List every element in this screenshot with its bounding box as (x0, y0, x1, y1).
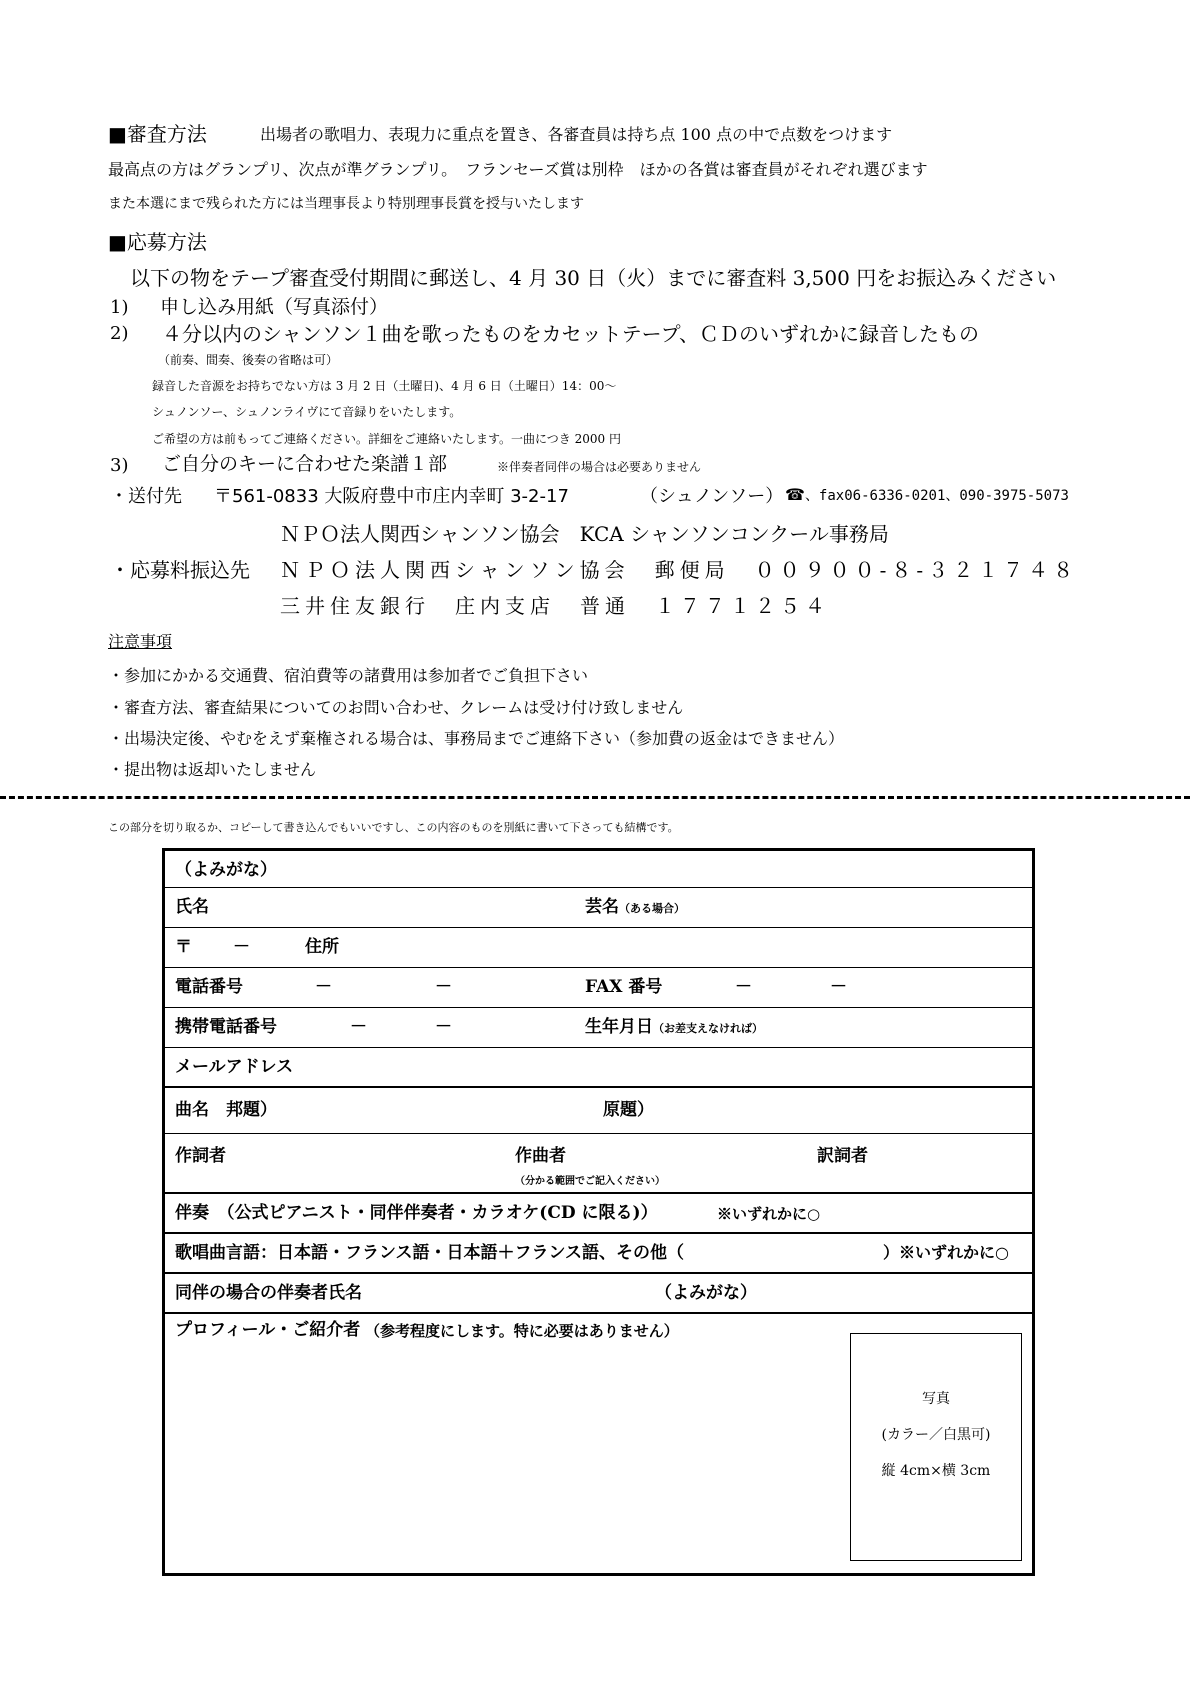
birthday-label: 生年月日（お差支えなければ） (585, 1017, 763, 1037)
send-contact-line (785, 487, 1069, 503)
fax-dash: － (830, 977, 847, 997)
form-row-language[interactable] (165, 1234, 1032, 1274)
judging-line-1: 出場者の歌唱力、表現力に重点を置き、各審査員は持ち点 100 点の中で点数をつけます (260, 125, 893, 144)
notes-item: ・参加にかかる交通費、宿泊費等の諸費用は参加者でご負担下さい (108, 666, 589, 685)
cut-note: この部分を切り取るか、コピーして書き込んでもいいですし、この内容のものを別紙に書いて下さっても結構です。 (108, 821, 679, 834)
form-row-email[interactable] (165, 1048, 1032, 1088)
judging-line-3: また本選にまで残られた方には当理事長より特別理事長賞を授与いたします (108, 196, 584, 212)
language-label: 歌唱曲言語：日本語・フランス語・日本語＋フランス語、その他（ (175, 1243, 684, 1263)
apply-item-2-note: （前奏、間奏、後奏の省略は可） (158, 353, 339, 367)
postal-dash: － (233, 937, 250, 957)
payment-label: ・応募料振込先 (110, 558, 250, 582)
photo-label: 写真 (922, 1391, 950, 1407)
payment-bank-account: 三井住友銀行 庄内支店 普通 １７７１２５４ (280, 594, 830, 618)
send-contact: 、fax06-6336-0201、090-3975-5073 (804, 488, 1069, 504)
recording-note-3: ご希望の方は前もってご連絡ください。詳細をご連絡いたします。一曲につき 2000 円 (152, 432, 621, 446)
payment-postal-account: ＮＰＯ法人関西シャンソン協会 郵便局 ００９００-８-３２１７４８ (280, 558, 1079, 582)
form-row-song-title[interactable] (165, 1088, 1032, 1134)
phone-dash: － (315, 977, 332, 997)
photo-color-note: (カラー／白黒可) (881, 1427, 991, 1443)
translator-label: 訳詞者 (817, 1146, 868, 1166)
fax-dash: － (735, 977, 752, 997)
notes-item: ・審査方法、審査結果についてのお問い合わせ、クレームは受け付け致しません (108, 698, 684, 717)
yomigana-label: （よみがな） (175, 860, 277, 880)
form-row-address[interactable] (165, 928, 1032, 968)
form-row-phone[interactable] (165, 968, 1032, 1008)
address-label: 住所 (305, 937, 339, 957)
apply-item-2: ４分以内のシャンソン１曲を歌ったものをカセットテープ、ＣＤのいずれかに録音したもの (162, 322, 979, 346)
form-row-accompanist[interactable] (165, 1274, 1032, 1314)
judging-line-2: 最高点の方はグランプリ、次点が準グランプリ。 フランセーズ賞は別枠 ほかの各賞は審査員がそれぞれ選びます (108, 160, 928, 179)
apply-item-2-number: 2) (110, 323, 129, 344)
apply-heading: ■応募方法 (108, 230, 207, 254)
send-venue: （シュノンソー） (640, 486, 784, 507)
composer-label: 作曲者 (515, 1146, 566, 1166)
language-circle-note: ）※いずれかに○ (883, 1243, 1009, 1262)
accompanist-yomigana-label: （よみがな） (655, 1283, 757, 1303)
apply-item-3-note: ※伴奏者同伴の場合は必要ありません (497, 460, 702, 474)
profile-note: （参考程度にします。特に必要はありません） (365, 1322, 679, 1340)
accompaniment-circle-note: ※いずれかに○ (717, 1205, 821, 1223)
mobile-dash: － (350, 1017, 367, 1037)
form-row-yomigana[interactable] (165, 851, 1032, 888)
mobile-dash: － (435, 1017, 452, 1037)
notes-item: ・出場決定後、やむをえず棄権される場合は、事務局までご連絡下さい（参加費の返金はできません） (108, 729, 845, 748)
recording-note-1: 録音した音源をお持ちでない方は 3 月 2 日（土曜日)、4 月 6 日（土曜日）14：00～ (152, 379, 617, 393)
send-organization: ＮＰＯ法人関西シャンソン協会 KCA シャンソンコンクール事務局 (280, 522, 889, 546)
postal-mark: 〒 (175, 937, 192, 957)
recording-note-2: シュノンソー、シュノンライヴにて音録りをいたします。 (152, 405, 462, 419)
apply-intro: 以下の物をテープ審査受付期間に郵送し、4 月 30 日（火）までに審査料 3,500 円をお振込みください (130, 266, 1057, 290)
stage-name-label: 芸名（ある場合） (585, 897, 685, 917)
cut-line-divider (0, 796, 1190, 799)
mobile-label: 携帯電話番号 (175, 1017, 277, 1037)
email-label: メールアドレス (175, 1057, 294, 1077)
profile-label: プロフィール・ご紹介者 (175, 1320, 361, 1340)
send-label: ・送付先 (110, 486, 182, 507)
form-row-mobile[interactable] (165, 1008, 1032, 1048)
send-address: 〒561-0833 大阪府豊中市庄内幸町 3-2-17 (214, 486, 569, 507)
photo-box[interactable] (850, 1333, 1022, 1561)
lyricist-label: 作詞者 (175, 1146, 226, 1166)
fax-label: FAX 番号 (585, 977, 663, 997)
apply-item-3-number: 3) (110, 455, 129, 476)
original-title-label: 原題） (603, 1100, 654, 1120)
notes-heading: 注意事項 (108, 632, 173, 651)
form-row-name[interactable] (165, 888, 1032, 928)
accompanist-name-label: 同伴の場合の伴奏者氏名 (175, 1283, 362, 1303)
photo-size-note: 縦 4cm×横 3cm (881, 1463, 991, 1479)
judging-heading: ■審査方法 (108, 122, 207, 146)
phone-label: 電話番号 (175, 977, 243, 997)
name-label: 氏名 (175, 897, 209, 917)
phone-dash: － (435, 977, 452, 997)
apply-item-3: ご自分のキーに合わせた楽譜１部 (162, 453, 448, 475)
apply-item-1: 申し込み用紙（写真添付） (160, 296, 389, 318)
known-range-note: （分かる範囲でご記入ください） (515, 1176, 665, 1187)
notes-item: ・提出物は返却いたしません (108, 760, 317, 779)
application-form (162, 848, 1035, 1576)
apply-item-1-number: 1) (110, 297, 129, 318)
telephone-icon: ☎ (785, 485, 805, 504)
form-row-credits[interactable] (165, 1134, 1032, 1194)
form-row-accompaniment[interactable] (165, 1194, 1032, 1234)
song-title-label: 曲名 邦題） (175, 1100, 277, 1120)
accompaniment-label: 伴奏 （公式ピアニスト・同伴伴奏者・カラオケ(CD に限る)） (175, 1203, 658, 1223)
